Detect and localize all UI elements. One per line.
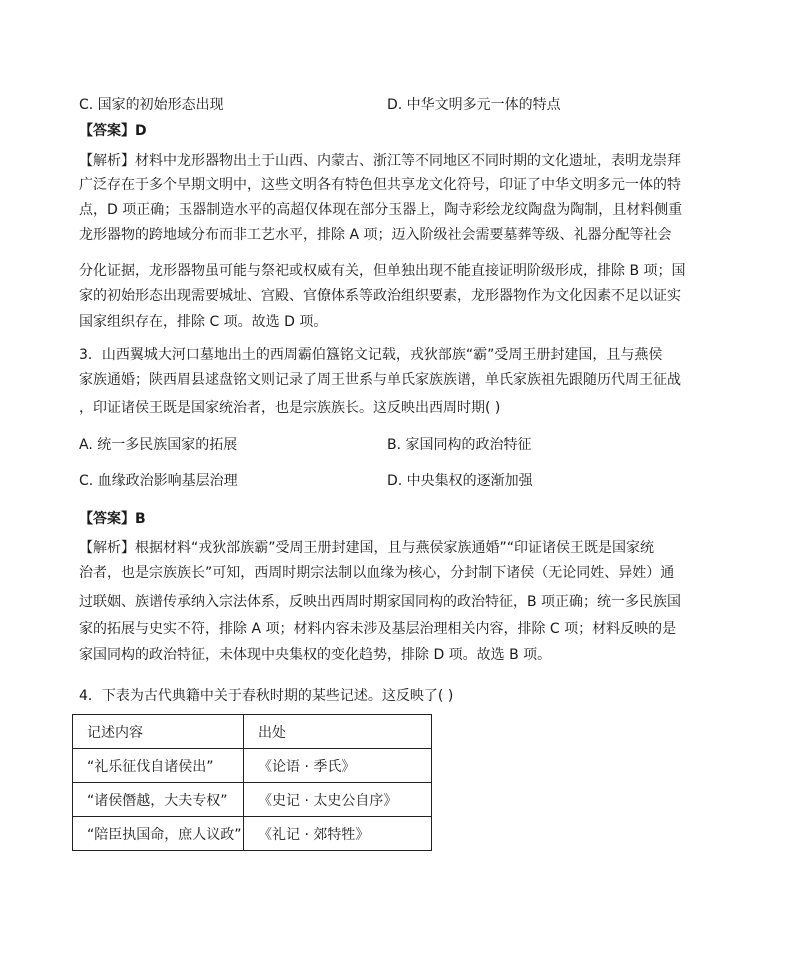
table-row [73,749,432,783]
q3-analysis-line: 治者，也是宗族族长”可知，西周时期宗法制以血缘为核心，分封制下诸侯（无论同姓、异姓）通 [79,565,675,581]
table-header-row [73,715,432,749]
q3-stem-line: 3．山西翼城大河口墓地出土的西周霸伯簋铭文记载，戎狄部族“霸”受周王册封建国，且与燕侯 [79,347,663,363]
table-header-cell: 记述内容 [73,715,244,749]
table-cell-source: 《礼记 · 郊特牲》 [244,817,432,851]
q3-option-b[interactable]: B. 家国同构的政治特征 [387,437,532,453]
q3-option-a[interactable]: A. 统一多民族国家的拓展 [79,437,238,453]
q4-stem: 4．下表为古代典籍中关于春秋时期的某些记述。这反映了( ) [79,688,454,704]
q2-analysis-line: 分化证据，龙形器物虽可能与祭祀或权威有关，但单独出现不能直接证明阶级形成，排除 B 项；国 [79,263,686,279]
q2-option-d[interactable]: D. 中华文明多元一体的特点 [387,97,561,113]
q3-stem-line: ，印证诸侯王既是国家统治者，也是宗族族长。这反映出西周时期( ) [79,400,501,416]
table-cell-quote: “陪臣执国命，庶人议政” [73,817,244,851]
q2-analysis-line: 国家组织存在，排除 C 项。故选 D 项。 [79,314,328,330]
q3-analysis-line: 过联姻、族谱传承纳入宗法体系，反映出西周时期家国同构的政治特征，B 项正确；统一多民族国 [79,594,682,610]
q3-stem-line: 家族通婚；陕西眉县逑盘铭文则记录了周王世系与单氏家族族谱，单氏家族祖先跟随历代周王征战 [79,372,681,388]
q3-analysis-line: 家的拓展与史实不符，排除 A 项；材料内容未涉及基层治理相关内容，排除 C 项；材料反映的是 [79,621,677,637]
q3-analysis-line: 【解析】根据材料“戎狄部族霸”受周王册封建国，且与燕侯家族通婚”“印证诸侯王既是国家统 [79,540,655,556]
q2-analysis-line: 【解析】材料中龙形器物出土于山西、内蒙古、浙江等不同地区不同时期的文化遗址，表明龙崇拜 [79,153,681,169]
q2-option-c[interactable]: C. 国家的初始形态出现 [79,97,224,113]
table-row [73,817,432,851]
records-table [72,714,432,851]
q2-analysis-line: 广泛存在于多个早期文明中，这些文明各有特色但共享龙文化符号，印证了中华文明多元一体的特 [79,177,681,193]
q3-analysis-line: 家国同构的政治特征，未体现中央集权的变化趋势，排除 D 项。故选 B 项。 [79,647,552,663]
table-cell-source: 《论语 · 季氏》 [244,749,432,783]
table-cell-source: 《史记 · 太史公自序》 [244,783,432,817]
table-header-cell: 出处 [244,715,432,749]
q2-analysis-line: 点，D 项正确；玉器制造水平的高超仅体现在部分玉器上，陶寺彩绘龙纹陶盘为陶制，且材料侧重 [79,202,683,218]
q2-analysis-line: 家的初始形态出现需要城址、宫殿、官僚体系等政治组织要素，龙形器物作为文化因素不足以证实 [79,288,681,304]
q2-analysis-line: 龙形器物的跨地域分布而非工艺水平，排除 A 项；迈入阶级社会需要墓葬等级、礼器分配等社会 [79,227,672,243]
q2-answer: 【答案】D [79,123,147,139]
q3-option-c[interactable]: C. 血缘政治影响基层治理 [79,473,238,489]
table-row [73,783,432,817]
q3-answer: 【答案】B [79,511,146,527]
table-cell-quote: “礼乐征伐自诸侯出” [73,749,244,783]
q3-option-d[interactable]: D. 中央集权的逐渐加强 [387,473,533,489]
table-cell-quote: “诸侯僭越，大夫专权” [73,783,244,817]
